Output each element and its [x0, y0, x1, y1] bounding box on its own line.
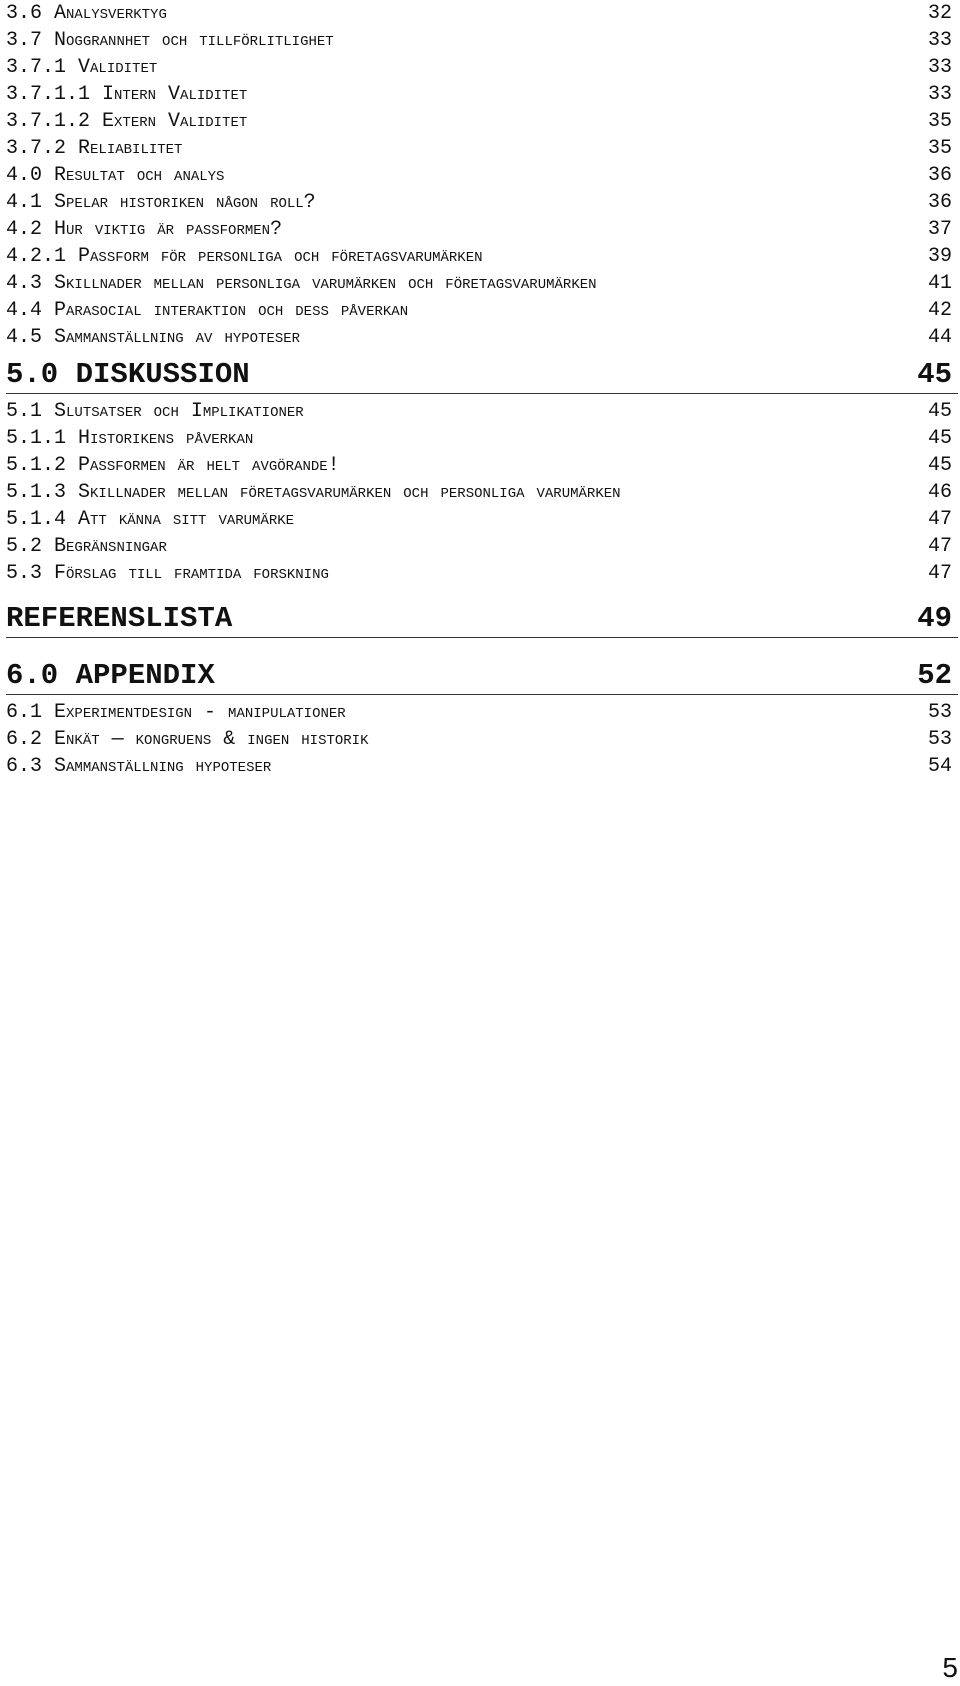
toc-entry-number: 4.2 — [6, 218, 43, 241]
toc-entry-title: Intern Validitet — [102, 83, 248, 106]
toc-entry-label — [6, 270, 597, 297]
toc-entry[interactable] — [6, 726, 958, 753]
toc-entry-page: 33 — [927, 83, 952, 106]
toc-entry-title: Sammanställning av hypoteser — [54, 326, 301, 349]
toc-entry-page: 47 — [927, 535, 952, 558]
toc-entry-title: Hur viktig är passformen? — [54, 218, 283, 241]
toc-entry-label — [6, 398, 304, 425]
toc-entry-number: 4.1 — [6, 191, 43, 214]
toc-entry[interactable] — [6, 108, 958, 135]
toc-entry[interactable] — [6, 398, 958, 425]
toc-entry-page: 45 — [927, 400, 952, 423]
toc-entry-label — [6, 533, 167, 560]
toc-entry-label — [6, 324, 300, 351]
toc-chapter-5[interactable] — [6, 357, 958, 394]
toc-entry-title: Noggrannhet och tillförlitlighet — [54, 29, 334, 52]
toc-entry-number: 5.1.2 — [6, 454, 67, 477]
toc-entry-title: Slutsatser och Implikationer — [54, 400, 304, 423]
toc-chapter-title: REFERENSLISTA — [6, 602, 233, 635]
toc-entry-number: 6.2 — [6, 728, 43, 751]
toc-entry-page: 54 — [927, 755, 952, 778]
toc-entry[interactable] — [6, 506, 958, 533]
toc-entry-page: 39 — [927, 245, 952, 268]
toc-entry-label — [6, 108, 247, 135]
toc-entry[interactable] — [6, 324, 958, 351]
toc-entry[interactable] — [6, 216, 958, 243]
toc-chapter-label — [6, 357, 250, 393]
toc-entry-label — [6, 452, 340, 479]
toc-entry[interactable] — [6, 189, 958, 216]
toc-entry-label — [6, 189, 316, 216]
toc-entry-page: 46 — [927, 481, 952, 504]
toc-entry[interactable] — [6, 753, 958, 780]
toc-entry-page: 36 — [927, 164, 952, 187]
toc-entry[interactable] — [6, 27, 958, 54]
toc-entry[interactable] — [6, 699, 958, 726]
toc-group-chapter-6 — [6, 699, 958, 780]
toc-entry-title: Att känna sitt varumärke — [78, 508, 295, 531]
toc-entry[interactable] — [6, 243, 958, 270]
toc-group-chapter-5 — [6, 398, 958, 587]
toc-entry[interactable] — [6, 0, 958, 27]
toc-entry[interactable] — [6, 560, 958, 587]
toc-entry-label — [6, 162, 224, 189]
toc-entry-number: 4.5 — [6, 326, 43, 349]
toc-entry-label — [6, 243, 483, 270]
toc-entry[interactable] — [6, 452, 958, 479]
toc-entry-label — [6, 506, 294, 533]
toc-entry-number: 5.1 — [6, 400, 43, 423]
toc-entry-title: Skillnader mellan personliga varumärken och företagsvarumärken — [54, 272, 597, 295]
toc-entry-title: Historikens påverkan — [78, 427, 254, 450]
toc-entry-number: 3.7.2 — [6, 137, 67, 160]
toc-entry-title: Enkät — kongruens & ingen historik — [54, 728, 369, 751]
toc-group-chapter-3-4 — [6, 0, 958, 351]
toc-entry-number: 4.3 — [6, 272, 43, 295]
toc-entry-title: Analysverktyg — [54, 2, 167, 25]
toc-entry-title: Validitet — [78, 56, 158, 79]
toc-entry-page: 35 — [927, 137, 952, 160]
toc-entry-label — [6, 27, 334, 54]
toc-entry-title: Spelar historiken någon roll? — [54, 191, 316, 214]
toc-entry-title: Passform för personliga och företagsvarumärken — [78, 245, 483, 268]
toc-entry-page: 41 — [927, 272, 952, 295]
toc-entry-number: 5.1.4 — [6, 508, 67, 531]
toc-entry-number: 5.1.3 — [6, 481, 67, 504]
toc-entry-label — [6, 753, 271, 780]
toc-chapter-page: 52 — [917, 659, 952, 692]
toc-entry-number: 3.6 — [6, 2, 43, 25]
toc-entry-page: 44 — [927, 326, 952, 349]
toc-chapter-page: 45 — [917, 358, 952, 391]
toc-entry[interactable] — [6, 81, 958, 108]
toc-chapter-title: APPENDIX — [75, 659, 215, 692]
toc-chapter-number: 6.0 — [6, 659, 59, 692]
toc-entry-page: 37 — [927, 218, 952, 241]
toc-entry-label — [6, 479, 621, 506]
toc-entry-page: 42 — [927, 299, 952, 322]
toc-entry-label — [6, 297, 408, 324]
toc-entry[interactable] — [6, 479, 958, 506]
toc-entry-label — [6, 135, 182, 162]
toc-entry[interactable] — [6, 297, 958, 324]
toc-entry-label — [6, 81, 247, 108]
toc-entry-number: 5.3 — [6, 562, 43, 585]
toc-entry-number: 4.0 — [6, 164, 43, 187]
toc-entry[interactable] — [6, 533, 958, 560]
toc-entry-label — [6, 425, 253, 452]
toc-entry-page: 35 — [927, 110, 952, 133]
toc-entry-number: 4.4 — [6, 299, 43, 322]
toc-entry-label — [6, 726, 368, 753]
toc-entry-number: 3.7.1 — [6, 56, 67, 79]
toc-entry-label — [6, 54, 157, 81]
toc-entry-page: 45 — [927, 454, 952, 477]
toc-entry-label — [6, 216, 282, 243]
toc-entry-title: Extern Validitet — [102, 110, 248, 133]
toc-entry-title: Parasocial interaktion och dess påverkan — [54, 299, 409, 322]
toc-entry-title: Sammanställning hypoteser — [54, 755, 272, 778]
toc-entry-number: 5.1.1 — [6, 427, 67, 450]
toc-entry-title: Reliabilitet — [78, 137, 183, 160]
toc-entry[interactable] — [6, 162, 958, 189]
toc-chapter-page: 49 — [917, 602, 952, 635]
table-of-contents — [6, 0, 958, 780]
toc-entry-number: 6.3 — [6, 755, 43, 778]
toc-entry-page: 33 — [927, 29, 952, 52]
toc-entry-page: 32 — [927, 2, 952, 25]
toc-entry[interactable] — [6, 135, 958, 162]
toc-chapter-title: DISKUSSION — [75, 358, 250, 391]
toc-entry-page: 47 — [927, 562, 952, 585]
toc-entry-page: 36 — [927, 191, 952, 214]
toc-entry-page: 33 — [927, 56, 952, 79]
toc-entry-title: Förslag till framtida forskning — [54, 562, 329, 585]
toc-entry-page: 47 — [927, 508, 952, 531]
toc-entry-page: 53 — [927, 701, 952, 724]
toc-entry-label — [6, 0, 167, 27]
toc-entry-title: Resultat och analys — [54, 164, 225, 187]
toc-entry-page: 45 — [927, 427, 952, 450]
toc-entry-title: Experimentdesign - manipulationer — [54, 701, 346, 724]
toc-entry-page: 53 — [927, 728, 952, 751]
toc-entry[interactable] — [6, 270, 958, 297]
toc-entry-label — [6, 560, 329, 587]
toc-entry[interactable] — [6, 425, 958, 452]
toc-entry-number: 5.2 — [6, 535, 43, 558]
toc-entry-label — [6, 699, 346, 726]
toc-entry-number: 3.7.1.1 — [6, 83, 91, 106]
toc-chapter-number: 5.0 — [6, 358, 59, 391]
toc-entry-number: 4.2.1 — [6, 245, 67, 268]
toc-entry-title: Begränsningar — [54, 535, 167, 558]
toc-entry-title: Passformen är helt avgörande! — [78, 454, 340, 477]
toc-entry-number: 3.7.1.2 — [6, 110, 91, 133]
toc-entry-number: 6.1 — [6, 701, 43, 724]
toc-chapter-label — [6, 658, 215, 694]
toc-entry[interactable] — [6, 54, 958, 81]
toc-entry-title: Skillnader mellan företagsvarumärken och personliga varumärken — [78, 481, 621, 504]
page-number: 5 — [942, 1652, 958, 1683]
toc-entry-number: 3.7 — [6, 29, 43, 52]
toc-references[interactable] — [6, 601, 958, 638]
toc-chapter-6[interactable] — [6, 658, 958, 695]
